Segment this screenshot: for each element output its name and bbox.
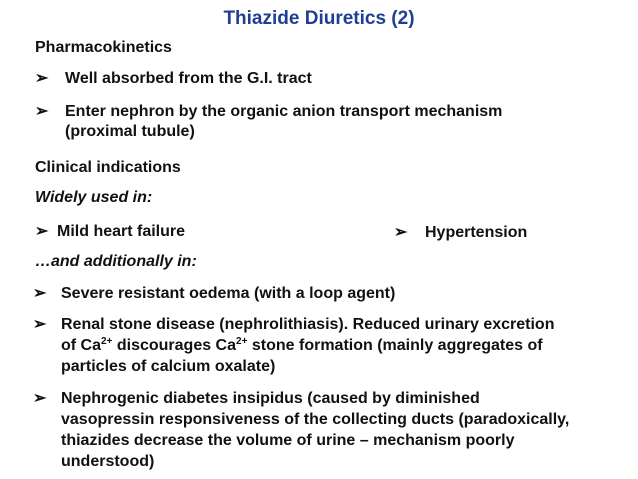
bullet-renal-stone-line1: Renal stone disease (nephrolithiasis). Reduced urinary excretion bbox=[61, 316, 555, 333]
stone-text-c: stone formation (mainly aggregates of bbox=[247, 337, 543, 354]
superscript-charge: 2+ bbox=[236, 336, 248, 347]
bullet-arrow-icon: ➢ bbox=[35, 103, 49, 120]
bullet-arrow-icon: ➢ bbox=[35, 223, 49, 240]
bullet-arrow-icon: ➢ bbox=[33, 390, 47, 407]
bullet-oedema: Severe resistant oedema (with a loop agent) bbox=[61, 285, 396, 302]
widely-used-heading: Widely used in: bbox=[35, 189, 153, 206]
slide-title: Thiazide Diuretics (2) bbox=[223, 8, 415, 29]
bullet-nephron-line2: (proximal tubule) bbox=[65, 123, 195, 140]
bullet-renal-stone-line2 bbox=[61, 335, 543, 356]
additionally-heading: …and additionally in: bbox=[35, 253, 197, 270]
pharmacokinetics-heading: Pharmacokinetics bbox=[35, 39, 172, 56]
bullet-ndi-line1: Nephrogenic diabetes insipidus (caused by diminished bbox=[61, 390, 480, 407]
bullet-arrow-icon: ➢ bbox=[394, 224, 408, 241]
bullet-arrow-icon: ➢ bbox=[33, 316, 47, 333]
bullet-heart-failure: Mild heart failure bbox=[57, 223, 186, 240]
stone-text-b: discourages Ca bbox=[112, 337, 237, 354]
bullet-renal-stone-line3: particles of calcium oxalate) bbox=[61, 358, 276, 375]
bullet-arrow-icon: ➢ bbox=[33, 285, 47, 302]
bullet-nephron-line1: Enter nephron by the organic anion transport mechanism bbox=[65, 103, 503, 120]
bullet-hypertension: Hypertension bbox=[425, 224, 528, 241]
stone-text-a: of Ca bbox=[61, 337, 101, 354]
clinical-heading: Clinical indications bbox=[35, 159, 181, 176]
superscript-charge: 2+ bbox=[101, 336, 113, 347]
bullet-absorption: Well absorbed from the G.I. tract bbox=[65, 70, 312, 87]
bullet-ndi-line4: understood) bbox=[61, 453, 155, 470]
bullet-arrow-icon: ➢ bbox=[35, 70, 49, 87]
bullet-ndi-line2: vasopressin responsiveness of the collecting ducts (paradoxically, bbox=[61, 411, 570, 428]
bullet-ndi-line3: thiazides decrease the volume of urine – mechanism poorly bbox=[61, 432, 515, 449]
